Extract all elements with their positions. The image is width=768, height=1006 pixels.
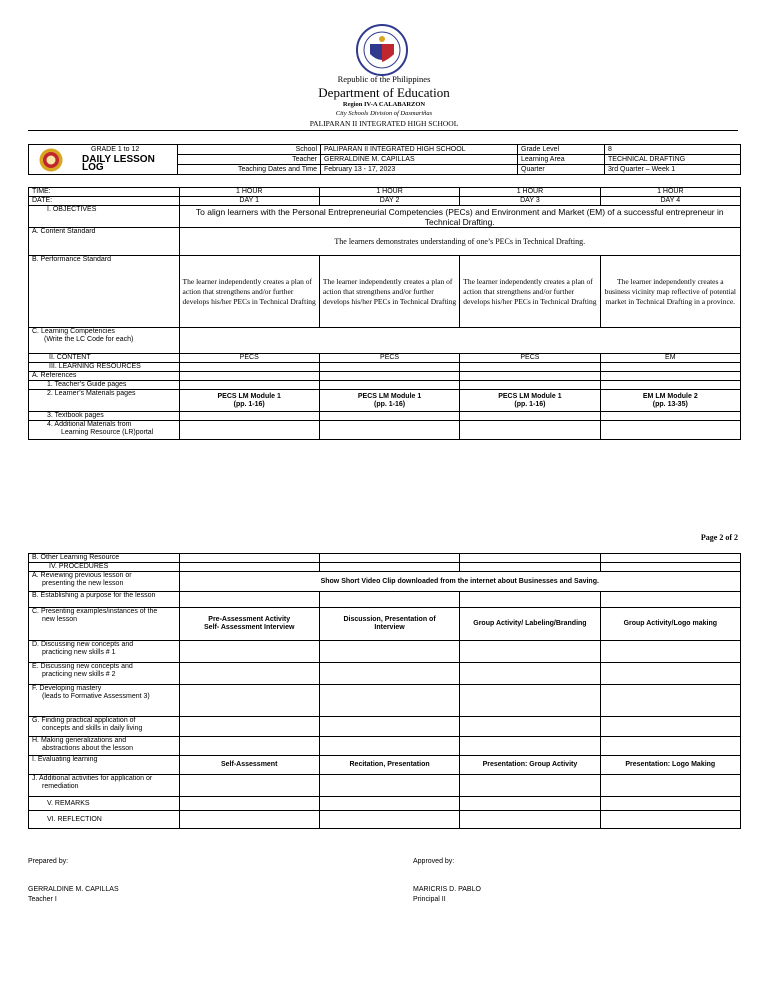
learning-resources-label: III. LEARNING RESOURCES bbox=[29, 363, 180, 372]
generalizations-label bbox=[29, 737, 180, 756]
approved-by-label: Approved by: bbox=[413, 858, 455, 865]
content-day3: PECS bbox=[460, 354, 600, 363]
division-line: City Schools Division of Dasmariñas bbox=[335, 110, 433, 117]
discuss1-line1: D. Discussing new concepts and bbox=[32, 641, 134, 648]
daily-lesson-log-title: DAILY LESSON LOG bbox=[82, 154, 155, 173]
performance-standard-label: B. Performance Standard bbox=[29, 256, 180, 328]
content-day1: PECS bbox=[179, 354, 319, 363]
content-standard-label: A. Content Standard bbox=[29, 228, 180, 256]
preparer-title: Teacher I bbox=[28, 896, 57, 903]
lm-day3-module: PECS LM Module 1 bbox=[498, 392, 562, 400]
mastery-line2: (leads to Formative Assessment 3) bbox=[42, 693, 150, 700]
grade-level-value: 8 bbox=[605, 145, 741, 155]
approver-title: Principal II bbox=[413, 896, 446, 903]
discuss1-line2: practicing new skills # 1 bbox=[42, 649, 116, 656]
lm-day1 bbox=[179, 390, 319, 412]
info-table bbox=[28, 144, 741, 175]
content-day2: PECS bbox=[319, 354, 459, 363]
procedures-label: IV. PROCEDURES bbox=[29, 563, 180, 572]
teachers-guide-label: 1. Teacher’s Guide pages bbox=[29, 381, 180, 390]
learning-area-value: TECHNICAL DRAFTING bbox=[605, 155, 741, 165]
references-label: A. References bbox=[29, 372, 180, 381]
quarter-label: Quarter bbox=[518, 165, 605, 175]
lm-day3 bbox=[460, 390, 600, 412]
grade-level-label: Grade Level bbox=[518, 145, 605, 155]
day3-header: DAY 3 bbox=[460, 197, 600, 206]
teacher-value: GERRALDINE M. CAPILLAS bbox=[321, 155, 518, 165]
review-label bbox=[29, 572, 180, 592]
textbook-label: 3. Textbook pages bbox=[29, 412, 180, 421]
practical-line2: concepts and skills in daily living bbox=[42, 725, 143, 732]
evaluating-day4: Presentation: Logo Making bbox=[600, 756, 740, 775]
practical-line1: G. Finding practical application of bbox=[32, 717, 136, 724]
lesson-table-top bbox=[28, 187, 741, 440]
learners-materials-label: 2. Learner’s Materials pages bbox=[29, 390, 180, 412]
content-standard-text: The learners demonstrates understanding of one’s PECs in Technical Drafting. bbox=[179, 228, 740, 256]
time-label: TIME: bbox=[29, 188, 180, 197]
lm-day1-pages: (pp. 1-16) bbox=[233, 400, 265, 408]
time-day3: 1 HOUR bbox=[460, 188, 600, 197]
preparer-name: GERRALDINE M. CAPILLAS bbox=[28, 886, 119, 893]
examples-day2-line1: Discussion, Presentation of bbox=[343, 616, 436, 623]
competencies-sub: (Write the LC Code for each) bbox=[44, 336, 134, 343]
evaluating-day1: Self-Assessment bbox=[179, 756, 319, 775]
purpose-label: B. Establishing a purpose for the lesson bbox=[29, 592, 180, 608]
teacher-label: Teacher bbox=[178, 155, 321, 165]
region-line: Region IV-A CALABARZON bbox=[342, 101, 426, 108]
quarter-value: 3rd Quarter – Week 1 bbox=[605, 165, 741, 175]
reflection-label: VI. REFLECTION bbox=[29, 811, 180, 829]
additional-materials-label bbox=[29, 421, 180, 440]
prepared-by-label: Prepared by: bbox=[28, 858, 69, 865]
day2-header: DAY 2 bbox=[319, 197, 459, 206]
school-name-line: PALIPARAN II INTEGRATED HIGH SCHOOL bbox=[309, 119, 459, 128]
review-text: Show Short Video Clip downloaded from the internet about Businesses and Saving. bbox=[179, 572, 740, 592]
perf-std-day1: The learner independently creates a plan of action that strengthens and/or further develops his/her PECs in Technical Drafting bbox=[179, 256, 319, 328]
discuss2-line1: E. Discussing new concepts and bbox=[32, 663, 133, 670]
discuss1-label bbox=[29, 641, 180, 663]
evaluating-label: I. Evaluating learning bbox=[29, 756, 180, 775]
evaluating-day2: Recitation, Presentation bbox=[319, 756, 459, 775]
discuss2-label bbox=[29, 663, 180, 685]
lesson-table-bottom bbox=[28, 553, 741, 829]
examples-day3: Group Activity/ Labeling/Branding bbox=[460, 608, 600, 641]
review-line1: A. Reviewing previous lesson or bbox=[32, 572, 132, 579]
perf-std-day4: The learner independently creates a business vicinity map reflective of potential market in Technical Drafting in a province. bbox=[600, 256, 740, 328]
time-day2: 1 HOUR bbox=[319, 188, 459, 197]
department-title: Department of Education bbox=[318, 85, 450, 100]
lm-day2-module: PECS LM Module 1 bbox=[357, 392, 422, 400]
school-logo-icon bbox=[39, 148, 63, 172]
header-rule bbox=[28, 130, 738, 131]
additional-activities-line1: J. Additional activities for application or bbox=[32, 775, 153, 782]
discuss2-line2: practicing new skills # 2 bbox=[42, 671, 116, 678]
examples-day1-line1: Pre-Assessment Activity bbox=[208, 616, 291, 623]
lm-day4-module: EM LM Module 2 bbox=[642, 392, 698, 400]
day1-header: DAY 1 bbox=[179, 197, 319, 206]
mastery-label bbox=[29, 685, 180, 717]
mastery-line1: F. Developing mastery bbox=[32, 685, 102, 692]
republic-line: Republic of the Philippines bbox=[337, 74, 431, 84]
examples-label bbox=[29, 608, 180, 641]
school-value: PALIPARAN II INTEGRATED HIGH SCHOOL bbox=[321, 145, 518, 155]
other-resource-label: B. Other Learning Resource bbox=[29, 554, 180, 563]
content-label: II. CONTENT bbox=[29, 354, 180, 363]
examples-day4: Group Activity/Logo making bbox=[600, 608, 740, 641]
school-label: School bbox=[178, 145, 321, 155]
learning-competencies-label bbox=[29, 328, 180, 354]
lm-day2-pages: (pp. 1-16) bbox=[374, 400, 406, 408]
objectives-label: I. OBJECTIVES bbox=[29, 206, 180, 228]
objectives-text: To align learners with the Personal Entrepreneurial Competencies (PECs) and Environment and Market (EM) of a successful entrepreneur in Technical Drafting. bbox=[179, 206, 740, 228]
teaching-dates-label: Teaching Dates and Time bbox=[178, 165, 321, 175]
lm-day2 bbox=[319, 390, 459, 412]
remarks-label: V. REMARKS bbox=[29, 797, 180, 811]
evaluating-day3: Presentation: Group Activity bbox=[460, 756, 600, 775]
competencies-title: C. Learning Competencies bbox=[32, 328, 115, 335]
logo-cell bbox=[29, 145, 178, 175]
perf-std-day2: The learner independently creates a plan of action that strengthens and/or further develops his/her PECs in Technical Drafting bbox=[319, 256, 459, 328]
review-line2: presenting the new lesson bbox=[42, 580, 124, 587]
examples-day2-line2: Interview bbox=[374, 624, 405, 631]
examples-day2 bbox=[319, 608, 459, 641]
content-day4: EM bbox=[600, 354, 740, 363]
examples-line2: new lesson bbox=[42, 616, 78, 623]
day4-header: DAY 4 bbox=[600, 197, 740, 206]
practical-label bbox=[29, 717, 180, 737]
examples-day1 bbox=[179, 608, 319, 641]
examples-line1: C. Presenting examples/instances of the bbox=[32, 608, 158, 615]
perf-std-day3: The learner independently creates a plan of action that strengthens and/or further develops his/her PECs in Technical Drafting bbox=[460, 256, 600, 328]
time-day4: 1 HOUR bbox=[600, 188, 740, 197]
lm-day1-module: PECS LM Module 1 bbox=[217, 392, 281, 400]
page-number: Page 2 of 2 bbox=[700, 533, 738, 542]
teaching-dates-value: February 13 - 17, 2023 bbox=[321, 165, 518, 175]
learning-area-label: Learning Area bbox=[518, 155, 605, 165]
deped-seal-icon bbox=[356, 24, 408, 76]
time-day1: 1 HOUR bbox=[179, 188, 319, 197]
additional-materials-line2: Learning Resource (LR)portal bbox=[61, 429, 154, 436]
examples-day1-line2: Self- Assessment Interview bbox=[204, 624, 295, 631]
lm-day3-pages: (pp. 1-16) bbox=[514, 400, 546, 408]
additional-materials-line1: 4. Additional Materials from bbox=[47, 421, 132, 428]
generalizations-line2: abstractions about the lesson bbox=[42, 745, 134, 752]
additional-activities-line2: remediation bbox=[42, 783, 79, 790]
date-label: DATE: bbox=[29, 197, 180, 206]
lm-day4-pages: (pp. 13-35) bbox=[652, 400, 688, 408]
grade-range: GRADE 1 to 12 bbox=[91, 146, 140, 153]
generalizations-line1: H. Making generalizations and bbox=[32, 737, 127, 744]
lm-day4 bbox=[600, 390, 740, 412]
approver-name: MARICRIS D. PABLO bbox=[413, 886, 481, 893]
competencies-cell bbox=[179, 328, 740, 354]
additional-activities-label bbox=[29, 775, 180, 797]
